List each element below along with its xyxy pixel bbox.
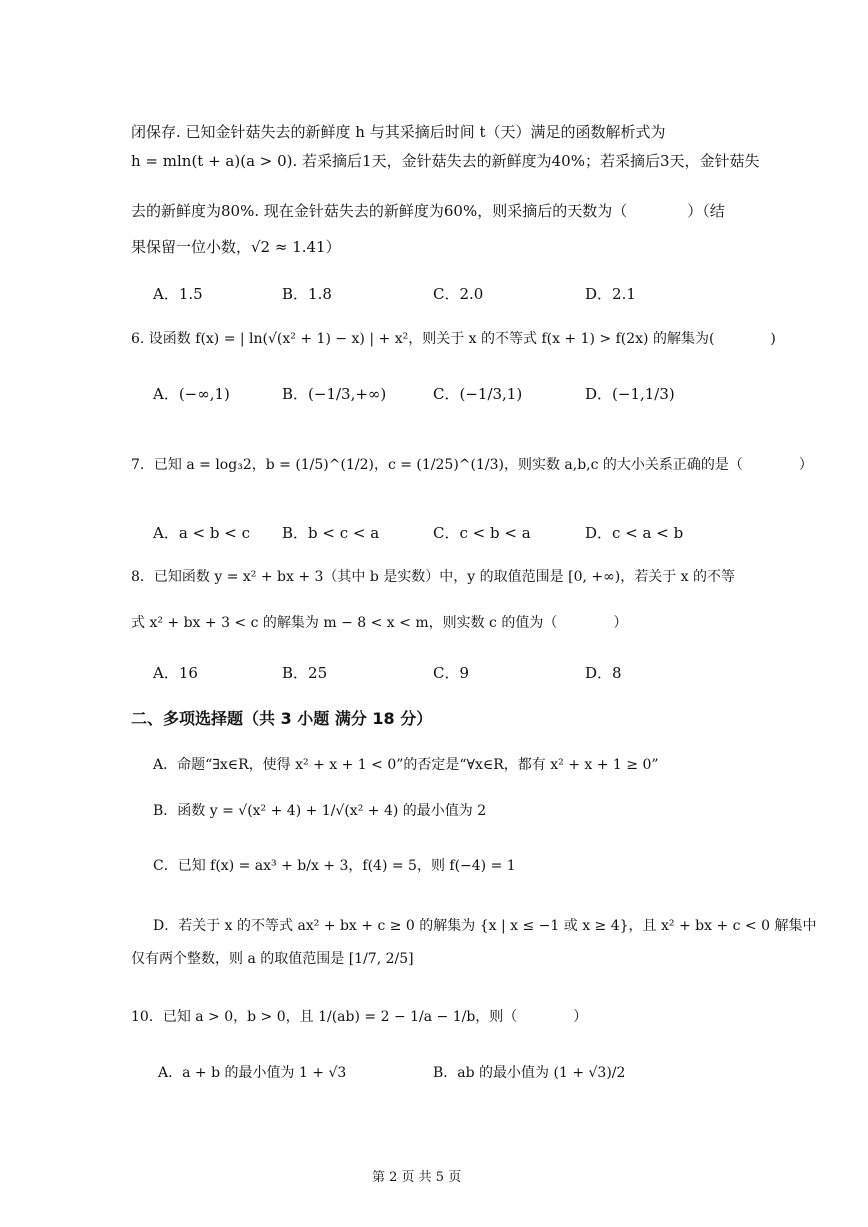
q9-option-b: B．函数 y = √(x² + 4) + 1/√(x² + 4) 的最小值为 2: [153, 803, 487, 819]
q5-line4: 果保留一位小数，√2 ≈ 1.41）: [131, 238, 341, 256]
q10-option-a: A．a + b 的最小值为 1 + √3: [158, 1065, 347, 1081]
q7-option-c: C．c < b < a: [433, 524, 531, 542]
q8-option-a: A．16: [153, 664, 198, 682]
q9-option-c: C．已知 f(x) = ax³ + b/x + 3，f(4) = 5，则 f(−4) = 1: [153, 858, 516, 874]
q8-option-c: C．9: [433, 664, 470, 682]
q7-option-b: B．b < c < a: [282, 524, 380, 542]
q9-option-d-line2: 仅有两个整数，则 a 的取值范围是 [1/7, 2/5]: [131, 951, 414, 967]
q8-line1: 8．已知函数 y = x² + bx + 3（其中 b 是实数）中，y 的取值范围是 [0, +∞)，若关于 x 的不等: [131, 569, 736, 585]
q8-option-b: B．25: [282, 664, 328, 682]
page-footer: 第 2 页 共 5 页: [372, 1170, 462, 1185]
q7-option-d: D．c < a < b: [585, 524, 684, 542]
q9-option-d-line1: D．若关于 x 的不等式 ax² + bx + c ≥ 0 的解集为 {x | x ≤ −1 或 x ≥ 4}，且 x² + bx + c < 0 解集中: [153, 918, 817, 934]
q5-option-d: D．2.1: [585, 285, 636, 303]
q9-option-a: A．命题“∃x∈R，使得 x² + x + 1 < 0”的否定是“∀x∈R，都有 x² + x + 1 ≥ 0”: [153, 757, 659, 773]
q8-line2: 式 x² + bx + 3 < c 的解集为 m − 8 < x < m，则实数 c 的值为（ ）: [131, 615, 628, 631]
section-heading: 二、多项选择题（共 3 小题 满分 18 分）: [131, 709, 433, 728]
q5-line2: h = mln(t + a)(a > 0). 若采摘后1天，金针菇失去的新鲜度为40%；若采摘后3天，金针菇失: [131, 152, 760, 170]
q10-option-b: B．ab 的最小值为 (1 + √3)/2: [433, 1065, 626, 1081]
q5-option-b: B．1.8: [282, 285, 332, 303]
q5-line3: 去的新鲜度为80%. 现在金针菇失去的新鲜度为60%，则采摘后的天数为（ ）（结: [131, 202, 725, 220]
q6-stem: 6. 设函数 f(x) = | ln(√(x² + 1) − x) | + x²，则关于 x 的不等式 f(x + 1) > f(2x) 的解集为( ): [131, 331, 776, 347]
q5-option-c: C．2.0: [433, 285, 484, 303]
q7-stem: 7．已知 a = log₃2，b = (1/5)^(1/2)，c = (1/25)^(1/3)，则实数 a,b,c 的大小关系正确的是（ ）: [131, 457, 813, 473]
q5-option-a: A．1.5: [153, 285, 203, 303]
q8-option-d: D．8: [585, 664, 622, 682]
q6-option-c: C．(−1/3,1): [433, 385, 523, 403]
q6-option-a: A．(−∞,1): [153, 385, 230, 403]
q5-line1: 闭保存. 已知金针菇失去的新鲜度 h 与其采摘后时间 t（天）满足的函数解析式为: [131, 123, 666, 141]
q7-option-a: A．a < b < c: [153, 524, 250, 542]
q6-option-d: D．(−1,1/3): [585, 385, 675, 403]
q6-option-b: B．(−1/3,+∞): [282, 385, 387, 403]
q10-stem: 10．已知 a > 0，b > 0，且 1/(ab) = 2 − 1/a − 1/b，则（ ）: [131, 1009, 588, 1025]
